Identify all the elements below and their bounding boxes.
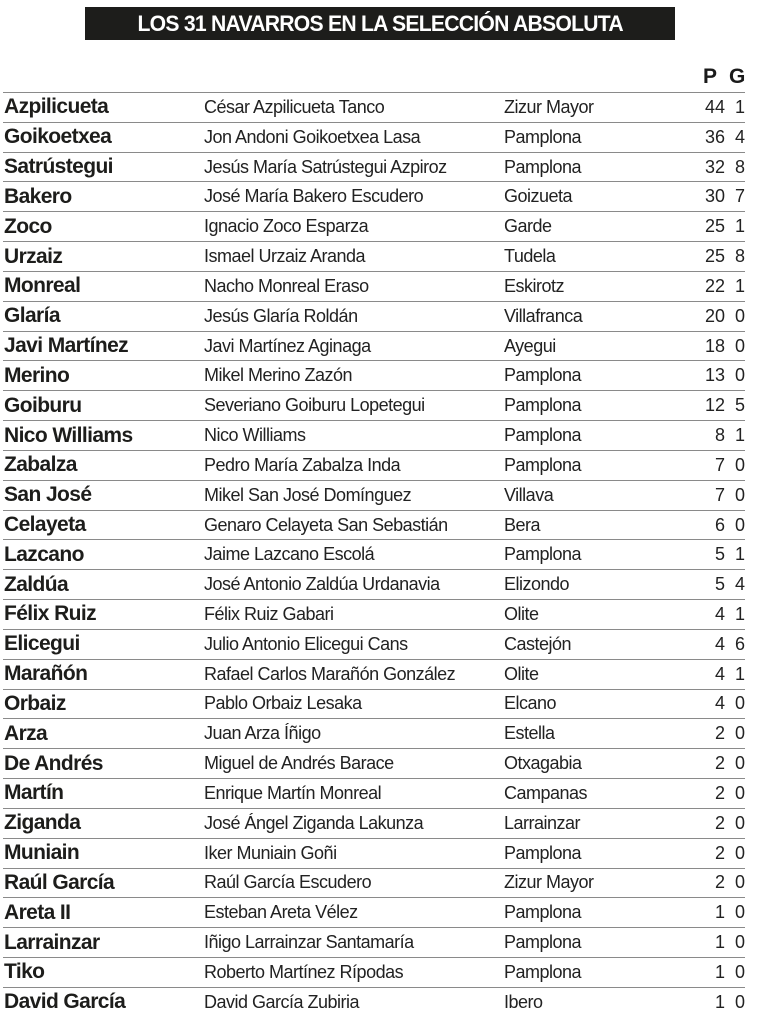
table-row — [3, 450, 745, 480]
player-matches: 6 — [714, 514, 725, 535]
player-full-name: Ignacio Zoco Esparza — [204, 216, 369, 237]
player-matches: 32 — [704, 156, 725, 177]
player-goals: 1 — [734, 663, 745, 684]
player-matches: 2 — [714, 842, 725, 863]
table-row — [3, 629, 745, 659]
player-full-name: Esteban Areta Vélez — [204, 902, 358, 923]
player-hometown: Goizueta — [504, 186, 573, 207]
table-row — [3, 539, 745, 569]
table-row — [3, 987, 745, 1017]
table-row — [3, 957, 745, 987]
player-matches: 7 — [714, 454, 725, 475]
player-full-name: Pablo Orbaiz Lesaka — [204, 693, 362, 714]
player-full-name: Genaro Celayeta San Sebastián — [204, 514, 448, 535]
player-goals: 0 — [734, 961, 745, 982]
player-goals: 1 — [734, 275, 745, 296]
player-nickname: Zoco — [4, 214, 52, 238]
player-full-name: David García Zubiria — [204, 991, 360, 1012]
player-matches: 2 — [714, 872, 725, 893]
player-full-name: Ismael Urzaiz Aranda — [204, 246, 366, 267]
player-nickname: Orbaiz — [4, 691, 66, 715]
player-nickname: Monreal — [4, 274, 81, 298]
player-goals: 0 — [734, 753, 745, 774]
table-row — [3, 331, 745, 361]
table-row — [3, 420, 745, 450]
player-nickname: Elicegui — [4, 632, 80, 656]
player-full-name: Iñigo Larrainzar Santamaría — [204, 932, 414, 953]
table-row — [3, 271, 745, 301]
player-matches: 36 — [704, 126, 725, 147]
table-row — [3, 748, 745, 778]
player-goals: 4 — [734, 126, 745, 147]
player-hometown: Villafranca — [504, 305, 583, 326]
player-hometown: Castejón — [504, 633, 572, 654]
player-nickname: Javi Martínez — [4, 334, 129, 358]
player-matches: 13 — [704, 365, 725, 386]
table-row — [3, 838, 745, 868]
player-full-name: Rafael Carlos Marañón González — [204, 663, 456, 684]
player-goals: 0 — [734, 782, 745, 803]
player-hometown: Pamplona — [504, 365, 582, 386]
player-nickname: Tiko — [4, 960, 45, 984]
table-row — [3, 480, 745, 510]
player-nickname: Ziganda — [4, 811, 81, 835]
player-nickname: Azpilicueta — [4, 95, 109, 119]
player-nickname: David García — [4, 990, 126, 1014]
player-full-name: Nico Williams — [204, 425, 306, 446]
player-full-name: Raúl García Escudero — [204, 872, 372, 893]
player-full-name: César Azpilicueta Tanco — [204, 96, 385, 117]
player-nickname: Urzaiz — [4, 244, 63, 268]
player-goals: 0 — [734, 902, 745, 923]
player-full-name: Félix Ruiz Gabari — [204, 603, 334, 624]
table-row — [3, 868, 745, 898]
player-matches: 18 — [704, 335, 725, 356]
player-goals: 0 — [734, 932, 745, 953]
player-full-name: José Ángel Ziganda Lakunza — [204, 812, 424, 833]
table-row — [3, 718, 745, 748]
player-hometown: Estella — [504, 723, 555, 744]
player-nickname: Larrainzar — [4, 930, 100, 954]
player-hometown: Eskirotz — [504, 275, 565, 296]
player-hometown: Olite — [504, 663, 539, 684]
player-matches: 8 — [714, 425, 725, 446]
table-row — [3, 152, 745, 182]
table-row — [3, 569, 745, 599]
player-matches: 1 — [714, 932, 725, 953]
page-title: LOS 31 NAVARROS EN LA SELECCIÓN ABSOLUTA — [137, 10, 623, 36]
player-goals: 0 — [734, 484, 745, 505]
player-goals: 0 — [734, 365, 745, 386]
player-hometown: Pamplona — [504, 425, 582, 446]
player-goals: 1 — [734, 544, 745, 565]
player-goals: 0 — [734, 335, 745, 356]
player-full-name: Juan Arza Íñigo — [204, 723, 321, 744]
player-hometown: Ibero — [504, 991, 543, 1012]
player-hometown: Pamplona — [504, 454, 582, 475]
player-full-name: Jesús Glaría Roldán — [204, 305, 358, 326]
table-row — [3, 808, 745, 838]
player-full-name: Miguel de Andrés Barace — [204, 753, 394, 774]
player-hometown: Otxagabia — [504, 753, 582, 774]
player-nickname: Goikoetxea — [4, 125, 112, 149]
player-nickname: Glaría — [4, 304, 60, 328]
player-hometown: Elizondo — [504, 574, 570, 595]
player-nickname: Zaldúa — [4, 572, 69, 596]
player-matches: 4 — [714, 603, 725, 624]
player-full-name: Julio Antonio Elicegui Cans — [204, 633, 408, 654]
player-hometown: Olite — [504, 603, 539, 624]
player-hometown: Zizur Mayor — [504, 872, 594, 893]
player-goals: 1 — [734, 216, 745, 237]
player-hometown: Ayegui — [504, 335, 556, 356]
player-matches: 20 — [704, 305, 725, 326]
player-hometown: Pamplona — [504, 544, 582, 565]
player-goals: 0 — [734, 723, 745, 744]
player-nickname: Lazcano — [4, 542, 84, 566]
table-row — [3, 510, 745, 540]
player-goals: 6 — [734, 633, 745, 654]
player-full-name: Mikel San José Domínguez — [204, 484, 412, 505]
player-matches: 44 — [704, 96, 725, 117]
player-full-name: Jon Andoni Goikoetxea Lasa — [204, 126, 421, 147]
table-row — [3, 927, 745, 957]
player-matches: 2 — [714, 753, 725, 774]
player-hometown: Zizur Mayor — [504, 96, 594, 117]
column-header-p: P — [703, 65, 718, 88]
player-matches: 1 — [714, 961, 725, 982]
player-matches: 25 — [704, 216, 725, 237]
player-full-name: Enrique Martín Monreal — [204, 782, 382, 803]
player-nickname: Goiburu — [4, 393, 82, 417]
player-hometown: Pamplona — [504, 902, 582, 923]
player-goals: 5 — [734, 395, 745, 416]
title-banner — [85, 7, 675, 40]
player-full-name: Pedro María Zabalza Inda — [204, 454, 401, 475]
player-hometown: Campanas — [504, 782, 588, 803]
player-goals: 0 — [734, 872, 745, 893]
player-matches: 30 — [704, 186, 725, 207]
player-hometown: Pamplona — [504, 932, 582, 953]
player-goals: 0 — [734, 514, 745, 535]
player-matches: 5 — [714, 544, 725, 565]
player-goals: 8 — [734, 156, 745, 177]
player-matches: 5 — [714, 574, 725, 595]
player-hometown: Pamplona — [504, 126, 582, 147]
player-matches: 1 — [714, 991, 725, 1012]
table-row — [3, 92, 745, 122]
table-row — [3, 778, 745, 808]
player-hometown: Tudela — [504, 246, 556, 267]
player-hometown: Pamplona — [504, 961, 582, 982]
player-full-name: Severiano Goiburu Lopetegui — [204, 395, 425, 416]
player-full-name: Jesús María Satrústegui Azpiroz — [204, 156, 447, 177]
player-nickname: Bakero — [4, 184, 72, 208]
player-nickname: Satrústegui — [4, 155, 113, 179]
player-full-name: Nacho Monreal Eraso — [204, 275, 369, 296]
player-full-name: José Antonio Zaldúa Urdanavia — [204, 574, 440, 595]
player-nickname: Félix Ruiz — [4, 602, 97, 626]
table-row — [3, 211, 745, 241]
player-nickname: Martín — [4, 781, 64, 805]
player-goals: 0 — [734, 454, 745, 475]
column-header-g: G — [729, 65, 746, 88]
player-nickname: Raúl García — [4, 870, 115, 894]
table-row — [3, 301, 745, 331]
player-goals: 1 — [734, 96, 745, 117]
player-nickname: San José — [4, 483, 92, 507]
player-goals: 1 — [734, 425, 745, 446]
player-goals: 4 — [734, 574, 745, 595]
table-row — [3, 659, 745, 689]
player-goals: 0 — [734, 812, 745, 833]
player-full-name: Javi Martínez Aginaga — [204, 335, 371, 356]
table-row — [3, 689, 745, 719]
players-table — [3, 92, 745, 1017]
player-goals: 0 — [734, 305, 745, 326]
player-nickname: Muniain — [4, 841, 80, 865]
player-hometown: Pamplona — [504, 842, 582, 863]
player-full-name: José María Bakero Escudero — [204, 186, 424, 207]
player-matches: 2 — [714, 812, 725, 833]
player-matches: 2 — [714, 723, 725, 744]
player-full-name: Iker Muniain Goñi — [204, 842, 337, 863]
player-hometown: Pamplona — [504, 395, 582, 416]
table-row — [3, 360, 745, 390]
table-row — [3, 390, 745, 420]
player-nickname: Arza — [4, 721, 48, 745]
player-matches: 7 — [714, 484, 725, 505]
player-full-name: Mikel Merino Zazón — [204, 365, 353, 386]
player-matches: 4 — [714, 693, 725, 714]
player-nickname: Celayeta — [4, 513, 86, 536]
player-full-name: Roberto Martínez Rípodas — [204, 961, 404, 982]
player-nickname: Marañón — [4, 662, 88, 686]
player-goals: 8 — [734, 246, 745, 267]
player-hometown: Garde — [504, 216, 552, 237]
table-row — [3, 599, 745, 629]
player-nickname: Areta II — [4, 900, 71, 924]
player-hometown: Pamplona — [504, 156, 582, 177]
player-matches: 4 — [714, 663, 725, 684]
player-matches: 2 — [714, 782, 725, 803]
player-nickname: Zabalza — [4, 453, 77, 477]
table-row — [3, 241, 745, 271]
player-goals: 0 — [734, 693, 745, 714]
player-goals: 0 — [734, 842, 745, 863]
player-matches: 4 — [714, 633, 725, 654]
table-row — [3, 181, 745, 211]
player-nickname: De Andrés — [4, 751, 103, 775]
player-hometown: Bera — [504, 514, 541, 535]
player-matches: 1 — [714, 902, 725, 923]
player-nickname: Merino — [4, 363, 70, 387]
player-hometown: Villava — [504, 484, 554, 505]
player-hometown: Larrainzar — [504, 812, 581, 833]
player-matches: 25 — [704, 246, 725, 267]
player-nickname: Nico Williams — [4, 423, 133, 447]
player-matches: 12 — [704, 395, 725, 416]
player-goals: 0 — [734, 991, 745, 1012]
table-row — [3, 897, 745, 927]
player-matches: 22 — [704, 275, 725, 296]
player-goals: 7 — [734, 186, 745, 207]
player-goals: 1 — [734, 603, 745, 624]
player-hometown: Elcano — [504, 693, 557, 714]
player-full-name: Jaime Lazcano Escolá — [204, 544, 375, 565]
column-headers — [0, 64, 757, 90]
table-row — [3, 122, 745, 152]
